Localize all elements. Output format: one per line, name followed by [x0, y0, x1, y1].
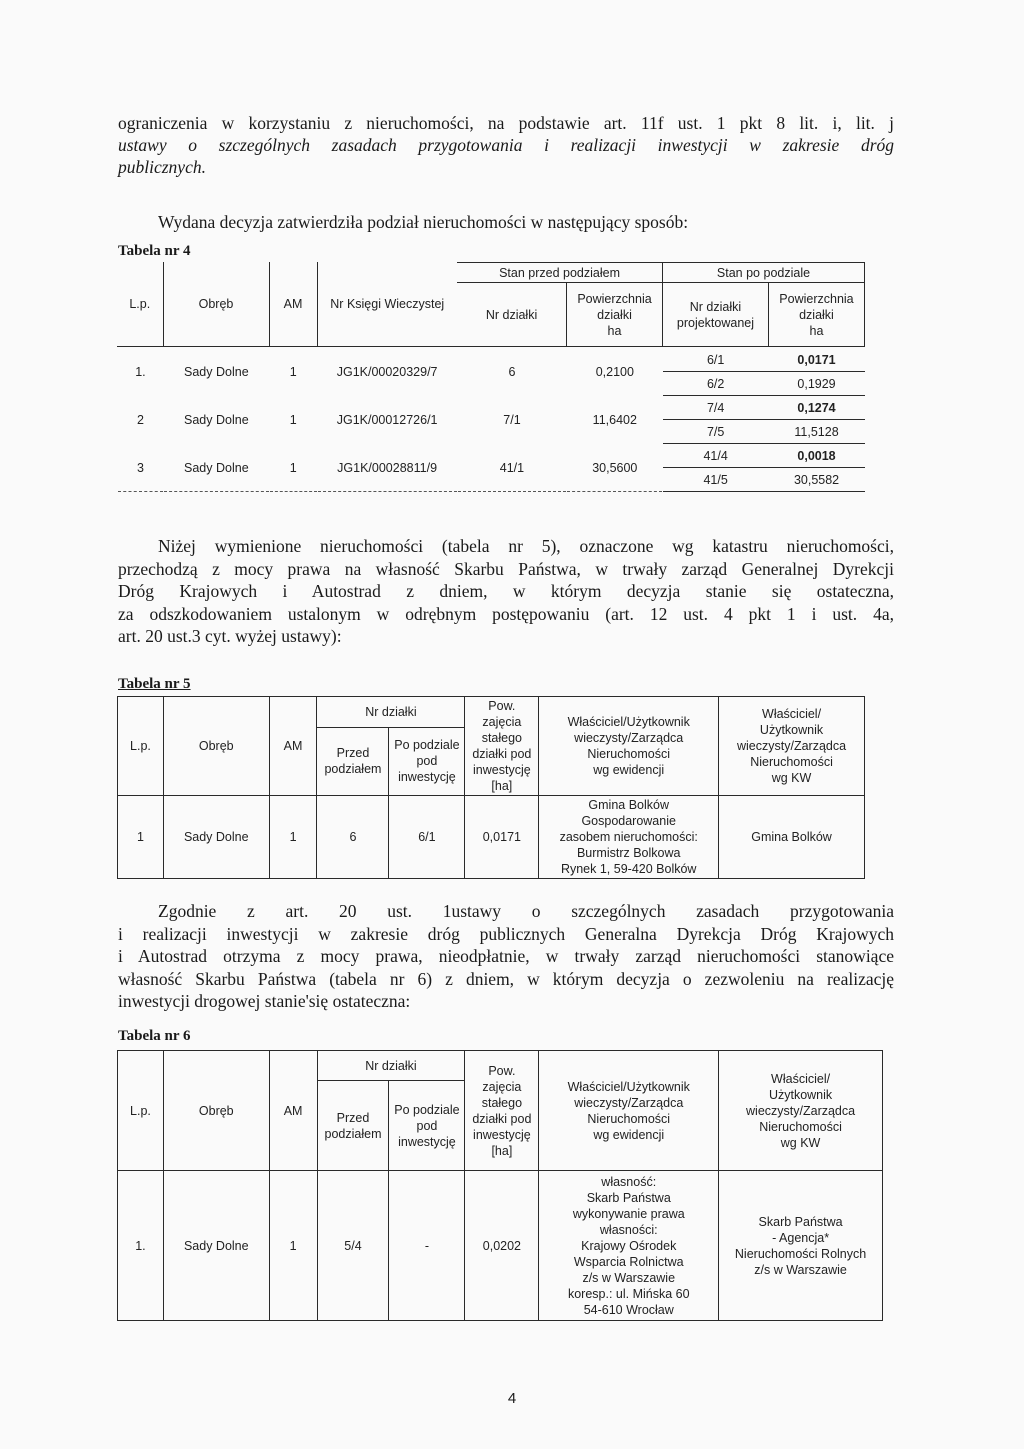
h-lp: L.p. — [117, 262, 163, 346]
group-before-header: Stan przed podziałem — [457, 263, 663, 283]
para6-line-4: własność Skarbu Państwa (tabela nr 6) z dniem, w którym decyzja o zezwoleniu na realizację — [118, 968, 894, 989]
t6-h-pow — [465, 1051, 539, 1171]
table-row — [118, 348, 865, 372]
h-pow-after-2: działki — [799, 307, 834, 322]
t4-lp: 1. — [118, 348, 164, 396]
t6-wl-kw-line: z/s w Warszawie — [754, 1262, 847, 1277]
t4-after-nr: 7/5 — [663, 420, 769, 444]
t5-h-pow-line: inwestycję — [473, 763, 531, 777]
t6-wl-kw-line: Nieruchomości Rolnych — [734, 1246, 867, 1261]
table-row — [118, 796, 865, 879]
t6-h-pow-line: inwestycję — [473, 1127, 531, 1142]
t6-wl-ew-line: własności: — [599, 1222, 658, 1237]
t5-h-pow-line: Pow. — [488, 699, 516, 713]
h-pow-after-1: Powierzchnia — [779, 291, 854, 306]
para6-line-1: Zgodnie z art. 20 ust. 1ustawy o szczególnych zasadach przygotowania — [158, 901, 894, 921]
t6-am: 1 — [269, 1171, 317, 1321]
t6-h-lp: L.p. — [118, 1051, 164, 1171]
t5-h-obreb: Obręb — [163, 697, 269, 796]
para5-line-5: art. 20 ust.3 cyt. wyżej ustawy): — [118, 626, 342, 646]
t6-h-wl-kw-line: Nieruchomości — [759, 1119, 842, 1134]
t4-am: 1 — [269, 396, 317, 444]
t6-h-pow-line: stałego — [481, 1095, 523, 1110]
t4-after-nr: 6/2 — [663, 372, 769, 396]
t6-wl-ew-line: Skarb Państwa — [586, 1190, 671, 1205]
h-nr-after-1: Nr działki — [689, 299, 742, 314]
t5-h-po-2: pod — [416, 754, 438, 769]
t5-h-pow — [465, 697, 539, 796]
table-row — [118, 444, 865, 468]
t4-after-nr: 7/4 — [663, 396, 769, 420]
t6-h-wl-kw-line: Właściciel/ — [771, 1071, 831, 1086]
t6-h-wl-kw-line: Użytkownik — [768, 1087, 833, 1102]
t6-przed: 5/4 — [317, 1171, 389, 1321]
intro-paragraph — [118, 112, 894, 178]
para6-line-3: i Autostrad otrzyma z mocy prawa, nieodpłatnie, w trwały zarząd nieruchomości stanowiące — [118, 946, 894, 966]
t5-wl-ew-line: Rynek 1, 59-420 Bolków — [560, 862, 697, 876]
h-obreb: Obręb — [163, 262, 269, 346]
t6-wl-ew-line: z/s w Warszawie — [582, 1270, 676, 1285]
t5-po: 6/1 — [389, 796, 465, 879]
t6-h-wl-kw — [719, 1051, 883, 1171]
t6-po: - — [389, 1171, 465, 1321]
table4-label: Tabela nr 4 — [118, 243, 191, 259]
intro-line-1: ograniczenia w korzystaniu z nieruchomości, na podstawie art. 11f ust. 1 pkt 8 lit. i, lit. j — [118, 113, 894, 133]
t5-wl-ew-line: zasobem nieruchomości: — [559, 830, 698, 844]
t5-h-po-1: Po podziale — [394, 738, 460, 753]
t6-wl-kw-line: - Agencja* — [772, 1230, 830, 1245]
t6-h-przed-2: podziałem — [324, 1126, 382, 1141]
t5-h-przed-1: Przed — [336, 746, 370, 761]
t6-wl-kw — [719, 1171, 883, 1321]
para5-line-3: Dróg Krajowych i Autostrad z dniem, w którym decyzja stanie się ostateczna, — [118, 581, 894, 601]
t4-obreb: Sady Dolne — [163, 348, 269, 396]
t6-obreb: Sady Dolne — [163, 1171, 269, 1321]
t5-h-lp: L.p. — [118, 697, 164, 796]
t5-am: 1 — [269, 796, 317, 879]
t4-am: 1 — [269, 348, 317, 396]
t6-wl-kw-line: Skarb Państwa — [758, 1214, 843, 1229]
t4-am: 1 — [269, 444, 317, 492]
h-pow-after-3: ha — [809, 323, 824, 338]
h-kw: Nr Księgi Wieczystej — [317, 262, 457, 346]
table4-lead: Wydana decyzja zatwierdziła podział nieruchomości w następujący sposób: — [158, 212, 689, 232]
t5-h-pow-line: zajęcia — [482, 715, 522, 729]
t4-lp: 2 — [118, 396, 164, 444]
t5-h-pow-line: działki pod — [472, 747, 532, 761]
t6-h-pow-line: działki pod — [472, 1111, 532, 1126]
t6-h-wl-ew-line: Właściciel/Użytkownik — [567, 1079, 690, 1094]
intro-line-3: publicznych. — [118, 157, 206, 177]
t5-obreb: Sady Dolne — [163, 796, 269, 879]
t6-h-przed — [317, 1081, 389, 1171]
t5-h-przed-2: podziałem — [324, 762, 382, 777]
paragraph-table5 — [118, 535, 894, 648]
t6-h-wl-ew-line: wg ewidencji — [593, 1127, 665, 1142]
t6-h-pow-line: zajęcia — [482, 1079, 522, 1094]
t5-h-po-3: inwestycję — [398, 770, 456, 785]
t4-pow: 11,6402 — [567, 396, 663, 444]
t6-h-po-2: pod — [416, 1118, 438, 1133]
t6-h-pow-line: Pow. — [488, 1063, 516, 1078]
t5-h-wl-ew-line: wg ewidencji — [593, 763, 665, 777]
t5-h-po — [389, 727, 465, 795]
t5-h-am: AM — [269, 697, 317, 796]
t6-h-wl-ew-line: Nieruchomości — [587, 1111, 671, 1126]
paragraph-table6 — [118, 900, 894, 1013]
t5-wl-kw: Gmina Bolków — [719, 796, 865, 879]
t4-pow: 0,2100 — [567, 348, 663, 396]
t6-wl-ew-line: Krajowy Ośrodek — [581, 1238, 677, 1253]
t5-lp: 1 — [118, 796, 164, 879]
t4-nr: 6 — [457, 348, 567, 396]
t4-nr: 7/1 — [457, 396, 567, 444]
t5-h-wl-kw — [719, 697, 865, 796]
t6-lp: 1. — [118, 1171, 164, 1321]
table-4-left-header — [117, 262, 457, 346]
t4-obreb: Sady Dolne — [163, 444, 269, 492]
t5-wl-ew-line: Gospodarowanie — [581, 814, 676, 828]
t4-lp: 3 — [118, 444, 164, 492]
para5-line-1: Niżej wymienione nieruchomości (tabela nr 5), oznaczone wg katastru nieruchomości, — [158, 536, 894, 556]
table-4-body — [117, 347, 865, 492]
h-nr-before: Nr działki — [457, 283, 567, 347]
t6-h-pow-line: [ha] — [491, 1143, 513, 1158]
t5-wl-ew-line: Burmistrz Bolkowa — [576, 846, 681, 860]
t6-h-wl-ew — [539, 1051, 719, 1171]
h-pow-after — [768, 283, 864, 347]
t4-after-pow: 0,1929 — [769, 372, 865, 396]
h-am: AM — [269, 262, 317, 346]
t5-wl-ew-line: Gmina Bolków — [588, 798, 669, 812]
t4-after-pow: 0,0018 — [769, 444, 865, 468]
h-pow-before-2: działki — [597, 307, 632, 322]
table-row — [118, 396, 865, 420]
para5-line-2: przechodzą z mocy prawa na własność Skarbu Państwa, w trwały zarząd Generalnej Dyrekcji — [118, 558, 894, 579]
t6-h-po-1: Po podziale — [394, 1102, 460, 1117]
t6-wl-ew-line: koresp.: ul. Mińska 60 — [567, 1286, 690, 1301]
t6-wl-ew — [539, 1171, 719, 1321]
t5-h-nr: Nr działki — [317, 697, 465, 728]
t6-h-am: AM — [269, 1051, 317, 1171]
t5-h-wl-kw-line: Użytkownik — [759, 723, 824, 737]
t6-h-po-3: inwestycję — [398, 1134, 456, 1149]
h-pow-before-3: ha — [607, 323, 622, 338]
t6-h-wl-ew-line: wieczysty/Zarządca — [574, 1095, 684, 1110]
page-number: 4 — [507, 1390, 517, 1407]
t5-h-wl-kw-line: wieczysty/Zarządca — [737, 739, 847, 753]
t6-h-przed-1: Przed — [336, 1110, 370, 1125]
t5-przed: 6 — [317, 796, 389, 879]
t5-h-pow-line: stałego — [481, 731, 522, 745]
t5-h-wl-kw-line: Nieruchomości — [750, 755, 833, 769]
t6-wl-ew-line: 54-610 Wrocław — [583, 1302, 674, 1317]
group-after-header: Stan po podziale — [662, 263, 864, 283]
h-nr-after-2: projektowanej — [676, 315, 755, 330]
t6-wl-ew-line: wykonywanie prawa — [572, 1206, 685, 1221]
t4-kw: JG1K/00020329/7 — [317, 348, 457, 396]
t4-after-nr: 41/5 — [663, 468, 769, 492]
t4-after-nr: 41/4 — [663, 444, 769, 468]
t5-h-wl-kw-line: wg KW — [771, 771, 812, 785]
t6-h-obreb: Obręb — [163, 1051, 269, 1171]
t4-nr: 41/1 — [457, 444, 567, 492]
t4-after-pow: 11,5128 — [769, 420, 865, 444]
t5-h-wl-ew — [539, 697, 719, 796]
t5-h-pow-line: [ha] — [491, 779, 513, 793]
h-pow-before — [567, 283, 663, 347]
h-pow-before-1: Powierzchnia — [577, 291, 652, 306]
t5-h-przed — [317, 727, 389, 795]
t4-after-nr: 6/1 — [663, 348, 769, 372]
t5-h-wl-ew-line: Nieruchomości — [587, 747, 671, 761]
intro-line-2: ustawy o szczególnych zasadach przygotowania i realizacji inwestycji w zakresie dróg — [118, 135, 894, 155]
t4-pow: 30,5600 — [567, 444, 663, 492]
table-row — [118, 1171, 883, 1321]
t4-kw: JG1K/00028811/9 — [317, 444, 457, 492]
t4-after-pow: 0,0171 — [769, 348, 865, 372]
t6-h-wl-kw-line: wieczysty/Zarządca — [746, 1103, 856, 1118]
t4-after-pow: 30,5582 — [769, 468, 865, 492]
t5-h-wl-ew-line: wieczysty/Zarządca — [574, 731, 684, 745]
t5-h-wl-kw-line: Właściciel/ — [762, 707, 822, 721]
para6-line-5: inwestycji drogowej stanie'się ostateczna: — [118, 991, 411, 1011]
t6-h-po — [389, 1081, 465, 1171]
t5-pow: 0,0171 — [465, 796, 539, 879]
t6-h-wl-kw-line: wg KW — [780, 1135, 821, 1150]
para6-line-2: i realizacji inwestycji w zakresie dróg publicznych Generalna Dyrekcja Dróg Krajowych — [118, 923, 894, 944]
t4-after-pow: 0,1274 — [769, 396, 865, 420]
h-nr-after — [662, 283, 768, 347]
table-5 — [117, 696, 865, 879]
table-6 — [117, 1050, 883, 1321]
t5-h-wl-ew-line: Właściciel/Użytkownik — [567, 715, 690, 729]
table6-label: Tabela nr 6 — [118, 1028, 191, 1044]
t5-wl-ew — [539, 796, 719, 879]
t6-pow: 0,0202 — [465, 1171, 539, 1321]
t4-obreb: Sady Dolne — [163, 396, 269, 444]
t6-wl-ew-line: własność: — [601, 1174, 657, 1189]
table5-label: Tabela nr 5 — [118, 676, 191, 692]
para5-line-4: za odszkodowaniem ustalonym w odrębnym postępowaniu (art. 12 ust. 4 pkt 1 i ust. 4a, — [118, 603, 894, 624]
t4-kw: JG1K/00012726/1 — [317, 396, 457, 444]
t6-wl-ew-line: Wsparcia Rolnictwa — [573, 1254, 684, 1269]
t6-h-nr: Nr działki — [317, 1051, 465, 1081]
